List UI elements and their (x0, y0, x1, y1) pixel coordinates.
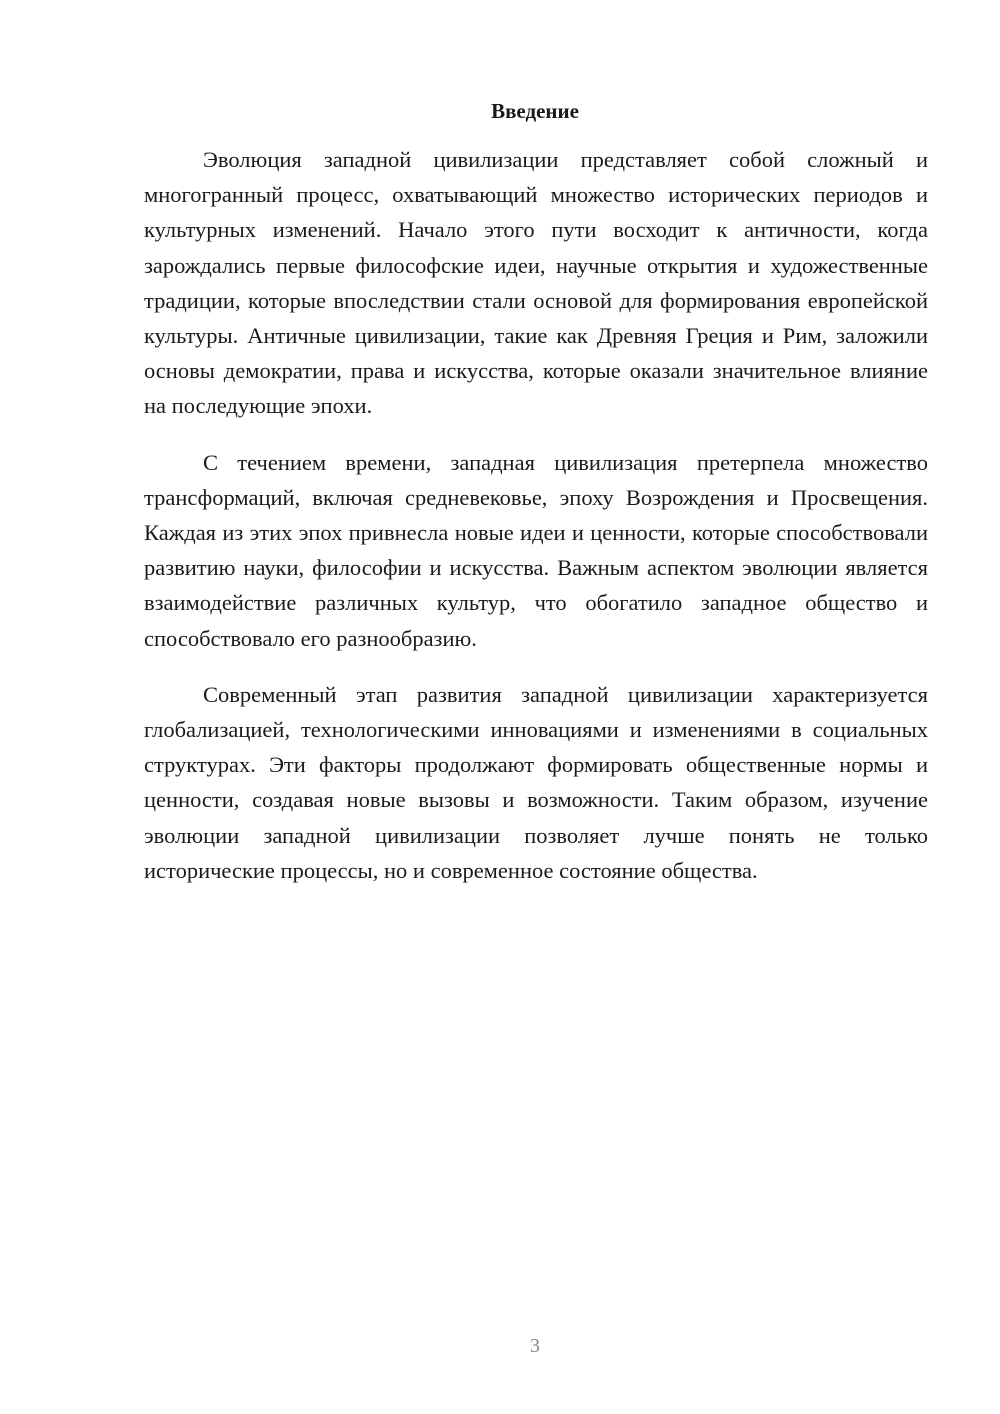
body-text (144, 142, 928, 909)
paragraph-2: С течением времени, западная цивилизация претерпела множество трансформаций, включая средневековье, эпоху Возрождения и Просвещения. Каждая из этих эпох привнесла новые идеи и ценности, которые способствовали развитию науки, философии и искусства. Важным аспектом эволюции является взаимодействие различных культур, что обогатило западное общество и способствовало его разнообразию. (144, 449, 928, 651)
paragraph-1: Эволюция западной цивилизации представляет собой сложный и многогранный процесс, охватывающий множество исторических периодов и культурных изменений. Начало этого пути восходит к античности, когда зарождались первые философские идеи, научные открытия и художественные традиции, которые впоследствии стали основой для формирования европейской культуры. Античные цивилизации, такие как Древняя Греция и Рим, заложили основы демократии, права и искусства, которые оказали значительное влияние на последующие эпохи. (144, 147, 928, 419)
page-number: 3 (530, 1335, 540, 1357)
paragraph-3: Современный этап развития западной цивилизации характеризуется глобализацией, технологическими инновациями и изменениями в социальных структурах. Эти факторы продолжают формировать общественные нормы и ценности, создавая новые вызовы и возможности. Таким образом, изучение эволюции западной цивилизации позволяет лучше понять не только исторические процессы, но и современное состояние общества. (144, 681, 928, 883)
section-heading: Введение (491, 99, 579, 123)
